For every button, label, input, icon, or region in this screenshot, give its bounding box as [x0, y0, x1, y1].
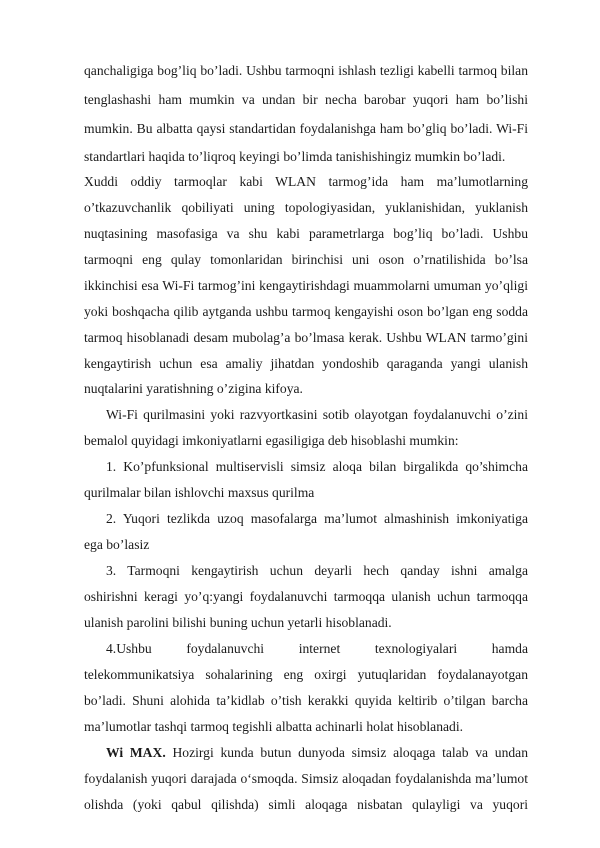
list-item-3: 3. Tarmoqni kengaytirish uchun deyarli hech qanday ishni amalga	[106, 563, 528, 578]
text-line: tenglashashi ham mumkin va undan bir necha barobar yuqori ham bo’lishi	[84, 92, 528, 107]
text-line: nuqtasining masofasiga va shu kabi parametrlarga bog’liq bo’ladi. Ushbu	[84, 226, 528, 241]
text-line: tarmoqni eng qulay tomonlaridan birinchisi uni oson o’rnatilishida bo’lsa	[84, 252, 528, 267]
wimax-paragraph-line	[106, 744, 528, 762]
text-line: Xuddi oddiy tarmoqlar kabi WLAN tarmog’ida ham ma’lumotlarning	[84, 174, 528, 189]
list-item-1: 1. Ko’pfunksional multiservisli simsiz aloqa bilan birgalikda qo’shimcha	[106, 459, 528, 474]
text-line: ma’lumotlar tashqi tarmoq tegishli albatta achinarli holat hisoblanadi.	[84, 719, 464, 734]
text-line: mumkin. Bu albatta qaysi standartidan foydalanishga ham bo’gliq bo’ladi. Wi-Fi	[84, 121, 528, 136]
text-line: ulanish parolini bilishi buning uchun yetarli hisoblanadi.	[84, 615, 392, 630]
text-line: foydalanish yuqori darajada o‘smoqda. Simsiz aloqadan foydalanishda ma’lumot	[84, 771, 528, 786]
text-line: telekommunikatsiya sohalarining eng oxirgi yutuqlaridan foydalanayotgan	[84, 667, 528, 682]
text-line: oshirishni keragi yo’q:yangi foydalanuvchi tarmoqqa ulanish uchun tarmoqqa	[84, 589, 528, 604]
text-line: standartlari haqida to’liqroq keyingi bo’limda tanishishingiz mumkin bo’ladi.	[84, 149, 506, 164]
text-line: ikkinchisi esa Wi-Fi tarmog’ini kengaytirishdagi muammolarni umuman yo’qligi	[84, 278, 528, 293]
text-line: yoki boshqacha qilib aytganda ushbu tarmoq kengayishi oson bo’lgan eng sodda	[84, 304, 528, 319]
text-line: qanchaligiga bog’liq bo’ladi. Ushbu tarmoqni ishlash tezligi kabelli tarmoq bilan	[84, 63, 528, 78]
text-line: tarmoq hisoblanadi desam mubolag’a bo’lmasa kerak. Ushbu WLAN tarmo’gini	[84, 330, 528, 345]
text-line: bemalol quyidagi imkoniyatlarni egasiligiga deb hisoblashi mumkin:	[84, 433, 459, 448]
text-line: nuqtalarini yaratishning o’zigina kifoya.	[84, 381, 303, 396]
list-item-4: 4.Ushbu foydalanuvchi internet texnologiyalari hamda	[106, 641, 528, 656]
text-line: ega bo’lasiz	[84, 537, 150, 552]
list-item-2: 2. Yuqori tezlikda uzoq masofalarga ma’lumot almashinish imkoniyatiga	[106, 511, 528, 526]
text-line: Wi-Fi qurilmasini yoki razvyortkasini sotib olayotgan foydalanuvchi o’zini	[106, 407, 528, 422]
text-line: bo’ladi. Shuni alohida ta’kidlab o’tish kerakki quyida keltirib o’tilgan barcha	[84, 693, 528, 708]
text-line: kengaytirish uchun esa amaliy jihatdan yondoshib qaraganda yangi ulanish	[84, 356, 528, 371]
text-line: o’tkazuvchanlik qobiliyati uning topologiyasidan, yuklanishidan, yuklanish	[84, 200, 528, 215]
wimax-heading: Wi MAX.	[106, 745, 166, 760]
text-line: olishda (yoki qabul qilishda) simli aloqaga nisbatan qulayligi va yuqori	[84, 797, 528, 812]
text-line: qurilmalar bilan ishlovchi maxsus qurilma	[84, 485, 315, 500]
text-line: Hozirgi kunda butun dunyoda simsiz aloqaga talab va undan	[172, 745, 528, 760]
